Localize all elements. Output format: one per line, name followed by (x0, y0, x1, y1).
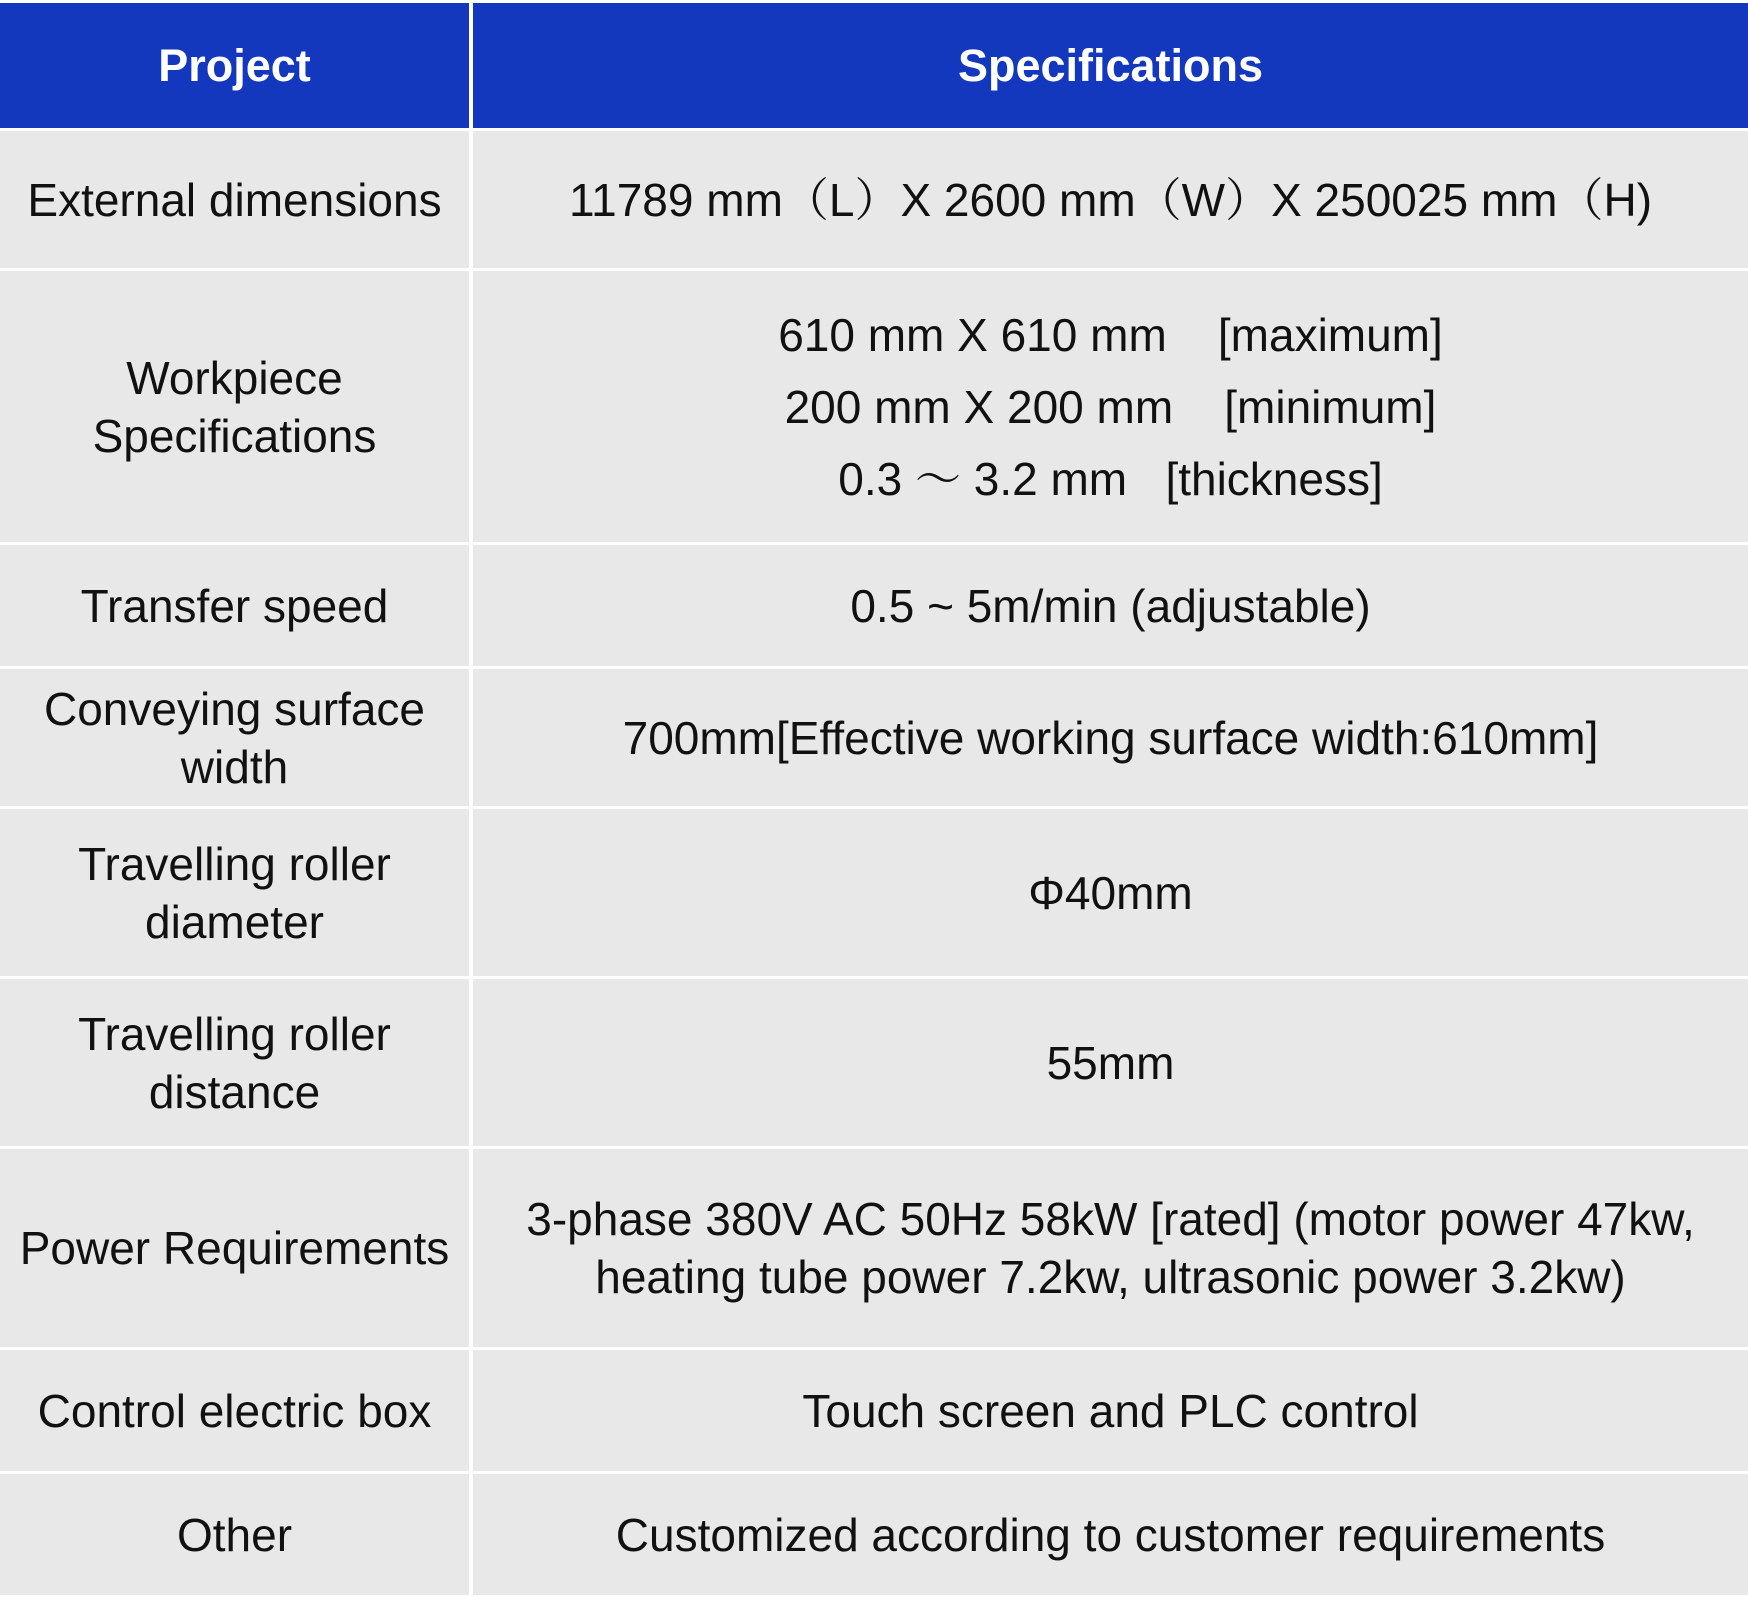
spec-line: Customized according to customer requirements (615, 1508, 1606, 1561)
table-row (0, 806, 1748, 976)
spec-line: 0.3 ～ 3.2 mm [thickness] (838, 452, 1383, 505)
table-row (0, 1347, 1748, 1471)
table-row (0, 128, 1748, 268)
row-spec-value (473, 128, 1748, 268)
row-project-label: Travelling roller distance (0, 976, 473, 1146)
row-project-label: Control electric box (0, 1347, 473, 1471)
table-row (0, 976, 1748, 1146)
row-project-label: Travelling roller diameter (0, 806, 473, 976)
table-row (0, 268, 1748, 542)
spec-line: Touch screen and PLC control (802, 1384, 1419, 1437)
row-spec-value: 3-phase 380V AC 50Hz 58kW [rated] (motor power 47kw, heating tube power 7.2kw, ultrasonic power 3.2kw) (473, 1146, 1748, 1347)
spec-line: 55mm (1046, 1036, 1175, 1089)
row-project-label: Power Requirements (0, 1146, 473, 1347)
table-row (0, 542, 1748, 666)
row-spec-value (473, 976, 1748, 1146)
spec-line: 700mm[Effective working surface width:610mm] (622, 711, 1599, 764)
spec-line: 610 mm X 610 mm [maximum] (778, 308, 1443, 361)
row-spec-value (473, 268, 1748, 542)
row-spec-value (473, 1471, 1748, 1595)
header-row (0, 0, 1748, 128)
row-project-label: Conveying surface width (0, 666, 473, 806)
row-spec-value (473, 1347, 1748, 1471)
row-project-label: Transfer speed (0, 542, 473, 666)
spec-line: 11789 mm（L）X 2600 mm（W）X 250025 mm（H) (568, 173, 1653, 226)
spec-line: 0.5 ~ 5m/min (adjustable) (850, 579, 1371, 632)
row-spec-value (473, 666, 1748, 806)
table-row (0, 1146, 1748, 1347)
row-spec-value (473, 806, 1748, 976)
row-project-label: Workpiece Specifications (0, 268, 473, 542)
row-spec-value (473, 542, 1748, 666)
row-project-label: External dimensions (0, 128, 473, 268)
spec-line: Φ40mm (1028, 866, 1193, 919)
header-project: Project (0, 0, 473, 128)
spec-line: 200 mm X 200 mm [minimum] (784, 380, 1437, 433)
table-row (0, 666, 1748, 806)
table-row (0, 1471, 1748, 1595)
header-specifications: Specifications (473, 0, 1748, 128)
row-project-label: Other (0, 1471, 473, 1595)
